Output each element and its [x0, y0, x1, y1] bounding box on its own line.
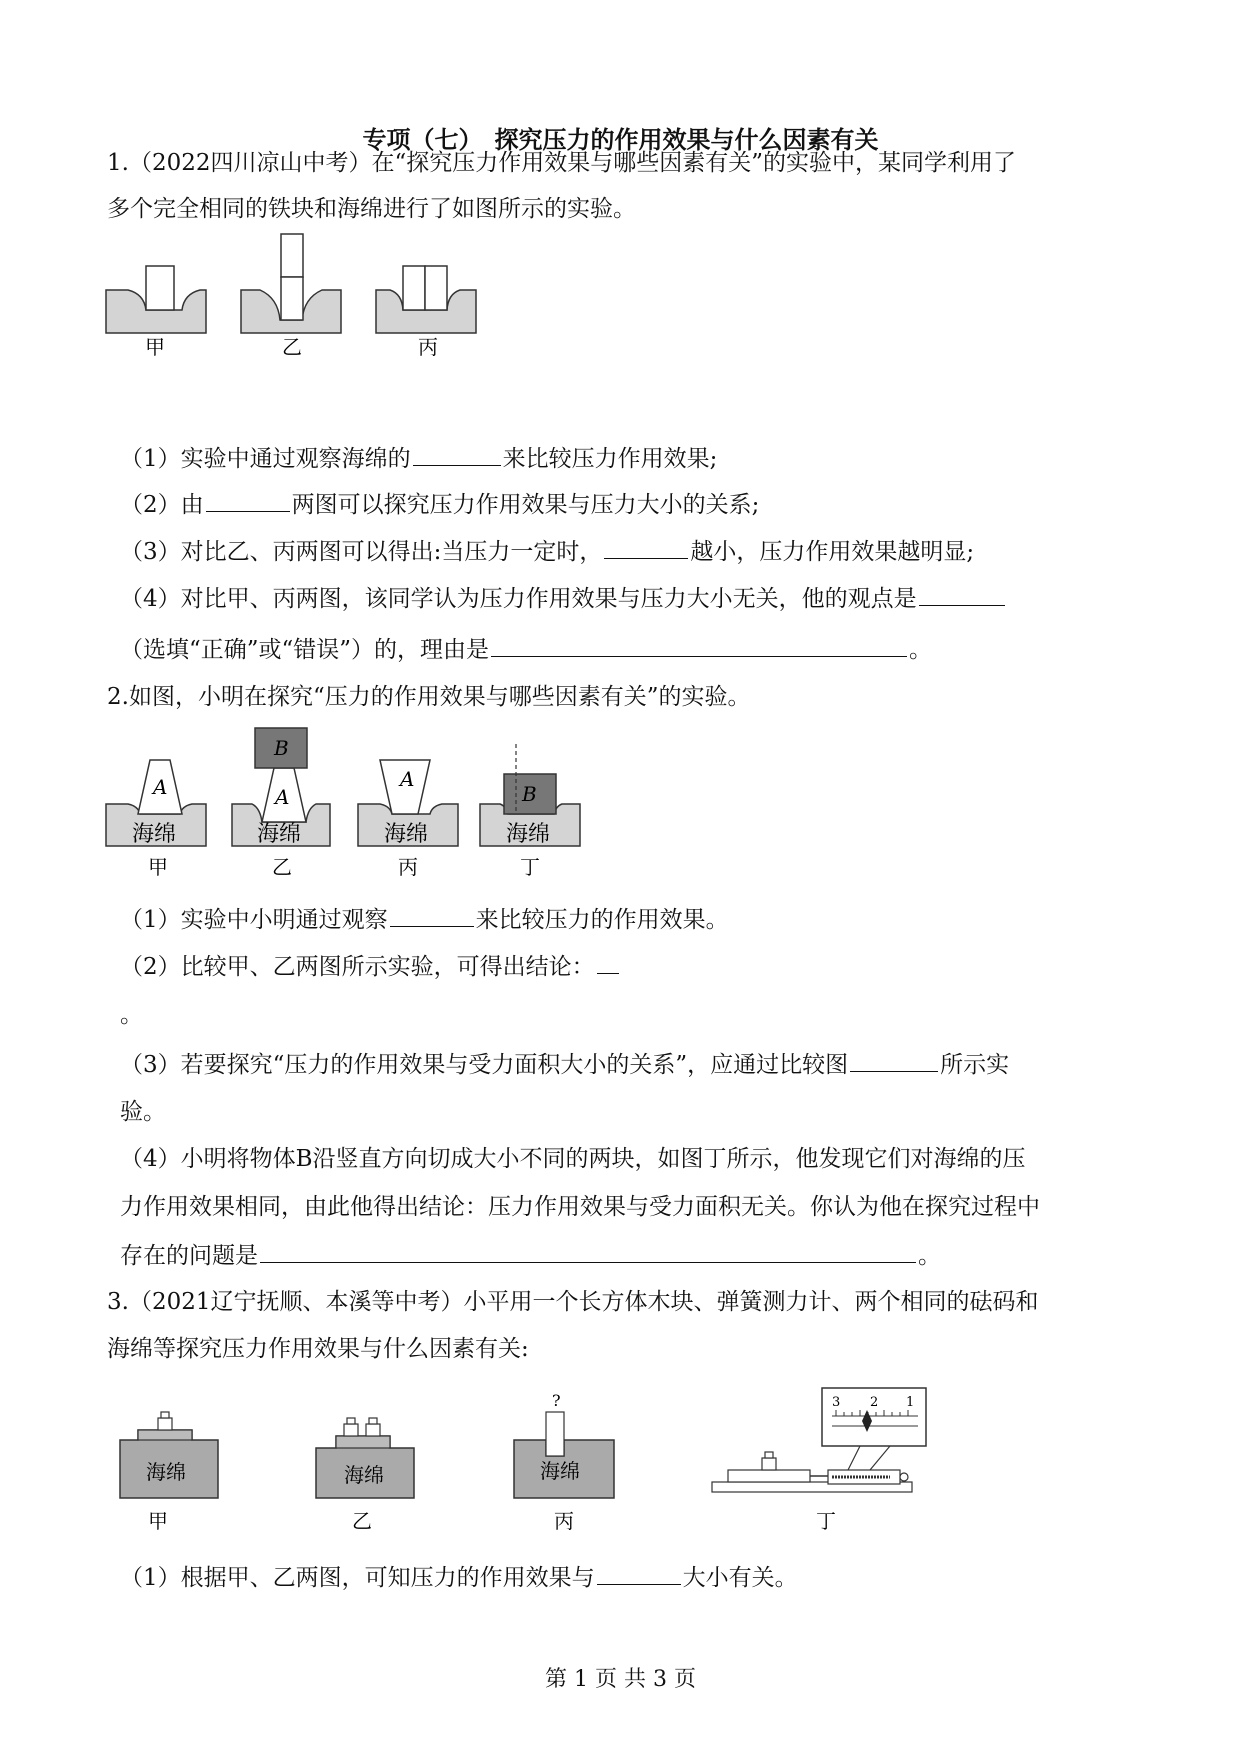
q3-fig-bing: [514, 1391, 614, 1498]
sponge-label: 海绵: [146, 1460, 186, 1484]
q3-fig-ding: [712, 1388, 926, 1492]
answer-blank[interactable]: [260, 1240, 916, 1263]
answer-blank[interactable]: [597, 1562, 681, 1585]
q2-subquestion-3-cont: 验。: [120, 1099, 166, 1125]
page-title: 专项（七） 探究压力的作用效果与什么因素有关: [362, 126, 879, 154]
sponge-label: 海绵: [540, 1459, 580, 1483]
q2-fig-label-0: 甲: [148, 855, 168, 879]
block-b-label: B: [274, 736, 289, 760]
answer-blank[interactable]: [491, 634, 907, 657]
q2-fig-ding: [480, 744, 580, 847]
q3-figure: [100, 1382, 940, 1532]
q2-subquestion-2-end: 。: [120, 1002, 143, 1028]
q2-subquestion-2: （2）比较甲、乙两图所示实验，可得出结论：: [120, 951, 621, 982]
sponge-label: 海绵: [506, 822, 551, 847]
block-a-label: A: [400, 767, 415, 791]
answer-blank[interactable]: [206, 489, 290, 512]
answer-blank[interactable]: [919, 583, 1005, 606]
q3-fig-label-2: 丙: [554, 1509, 574, 1533]
answer-blank[interactable]: [413, 443, 501, 466]
q1-fig-yi: [241, 234, 341, 333]
block-b-label: B: [522, 782, 537, 806]
q3-subquestion-1: （1）根据甲、乙两图，可知压力的作用效果与 大小有关。: [120, 1562, 798, 1593]
gauge-number: 3: [832, 1395, 841, 1410]
q2-figure: [100, 722, 660, 882]
q1-stem-line2: 多个完全相同的铁块和海绵进行了如图所示的实验。: [107, 196, 636, 222]
q2-subquestion-4: （4）小明将物体B沿竖直方向切成大小不同的两块，如图丁所示，他发现它们对海绵的压: [120, 1146, 1026, 1172]
q2-stem: 2.如图，小明在探究“压力的作用效果与哪些因素有关”的实验。: [107, 684, 751, 710]
q2-subquestion-4-line2: 力作用效果相同，由此他得出结论：压力作用效果与受力面积无关。你认为他在探究过程中: [120, 1194, 1040, 1220]
q2-subquestion-3: （3）若要探究“压力的作用效果与受力面积大小的关系”，应通过比较图 所示实: [120, 1049, 1009, 1080]
q1-subquestion-1: （1）实验中通过观察海绵的 来比较压力作用效果;: [120, 443, 717, 474]
answer-blank[interactable]: [390, 904, 474, 927]
gauge-number: 2: [870, 1395, 879, 1410]
page-footer: 第 1 页 共 3 页: [545, 1667, 696, 1692]
answer-blank[interactable]: [850, 1049, 938, 1072]
q2-fig-label-2: 丙: [398, 855, 418, 879]
q3-stem-line2: 海绵等探究压力作用效果与什么因素有关:: [107, 1336, 529, 1362]
q1-fig-label-2: 丙: [418, 335, 438, 359]
q2-fig-yi: [232, 728, 330, 847]
answer-blank[interactable]: [604, 536, 688, 559]
q3-fig-label-1: 乙: [352, 1509, 372, 1533]
q2-fig-bing: [358, 760, 458, 847]
q1-subquestion-4: （4）对比甲、丙两图，该同学认为压力作用效果与压力大小无关，他的观点是: [120, 583, 1007, 614]
block-a-label: A: [275, 785, 290, 809]
sponge-label: 海绵: [384, 822, 429, 847]
q2-fig-label-1: 乙: [272, 855, 292, 879]
gauge-number: 1: [906, 1395, 915, 1410]
q2-fig-jia: [106, 760, 206, 847]
q1-figure: [100, 228, 500, 368]
q2-subquestion-4-line3: 存在的问题是 。: [120, 1240, 941, 1271]
q1-subquestion-2: （2）由 两图可以探究压力作用效果与压力大小的关系;: [120, 489, 759, 520]
q3-fig-yi: [316, 1418, 414, 1498]
q1-fig-jia: [106, 266, 206, 333]
question-mark: ?: [552, 1391, 561, 1410]
q3-fig-label-3: 丁: [816, 1509, 836, 1533]
sponge-label: 海绵: [344, 1463, 384, 1487]
q1-fig-label-1: 乙: [282, 335, 302, 359]
sponge-label: 海绵: [257, 822, 302, 847]
q3-stem-line1: 3.（2021辽宁抚顺、本溪等中考）小平用一个长方体木块、弹簧测力计、两个相同的砝码和: [107, 1289, 1039, 1315]
q1-stem-line1: 1.（2022四川凉山中考）在“探究压力作用效果与哪些因素有关”的实验中，某同学利用了: [107, 150, 1016, 176]
q3-fig-label-0: 甲: [148, 1509, 168, 1533]
q2-fig-label-3: 丁: [520, 855, 540, 879]
q1-fig-label-0: 甲: [145, 335, 165, 359]
q2-subquestion-1: （1）实验中小明通过观察 来比较压力的作用效果。: [120, 904, 729, 935]
q1-fig-bing: [376, 266, 476, 333]
q3-fig-jia: [120, 1412, 218, 1498]
q1-subquestion-3: （3）对比乙、丙两图可以得出:当压力一定时， 越小，压力作用效果越明显;: [120, 536, 974, 567]
q1-subquestion-4-cont: （选填“正确”或“错误”）的，理由是 。: [120, 634, 932, 665]
block-a-label: A: [153, 775, 168, 799]
answer-blank[interactable]: [597, 951, 619, 974]
sponge-label: 海绵: [132, 822, 177, 847]
